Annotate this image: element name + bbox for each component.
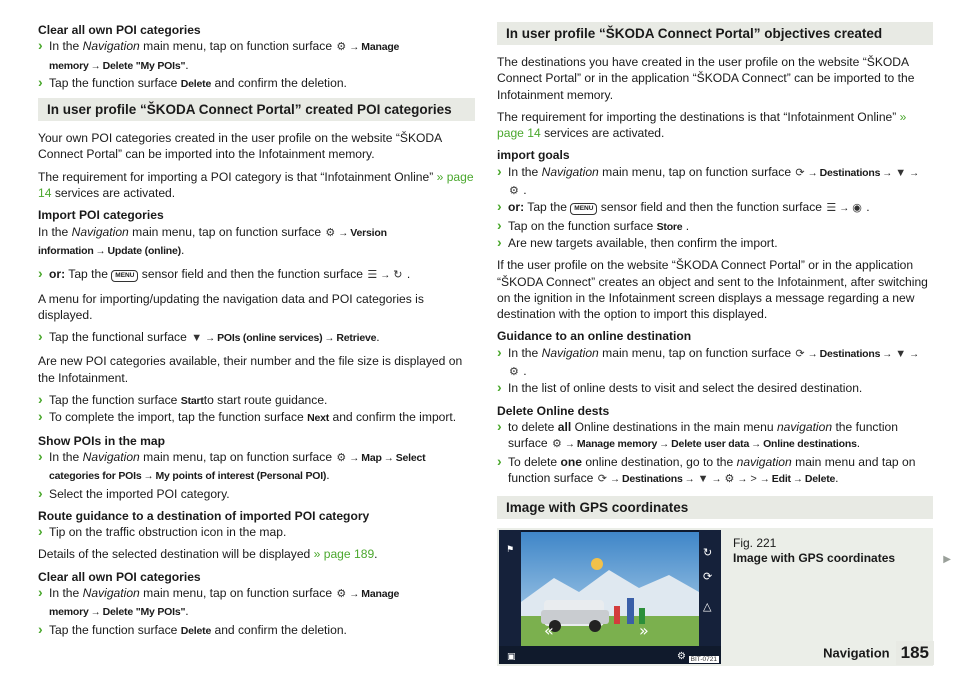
online-icon: ⚙ bbox=[724, 472, 735, 485]
clear-poi-step-2: › Tap the function surface Delete and confirm the deletion. bbox=[38, 75, 475, 92]
arrow-right-icon: → bbox=[909, 167, 920, 179]
arrow-right-icon: → bbox=[759, 473, 770, 485]
clear-poi-bottom-block bbox=[38, 569, 475, 639]
poi-intro-paragraph: Your own POI categories created in the user profile on the website “ŠKODA Connect Portal” can be imported into the Infotainment memory. bbox=[38, 131, 442, 162]
svg-text:«: « bbox=[544, 621, 554, 641]
left-column bbox=[38, 22, 475, 645]
details-paragraph: Details of the selected destination will be displayed » page 189. bbox=[38, 547, 378, 562]
page-link[interactable]: » page 189 bbox=[313, 547, 375, 562]
import-goals-step-4: › Are new targets available, then confirm the import. bbox=[497, 235, 933, 251]
arrow-right-icon: → bbox=[792, 473, 803, 485]
delete-online-block bbox=[497, 403, 933, 488]
arrow-right-icon: → bbox=[807, 167, 818, 179]
complete-step: › To complete the import, tap the function surface Next and confirm the import. bbox=[38, 409, 475, 426]
route-guidance-step: › Tip on the traffic obstruction icon in the map. bbox=[38, 524, 475, 540]
arrow-right-icon: → bbox=[909, 348, 920, 360]
arrow-right-icon: → bbox=[95, 245, 106, 257]
arrow-right-icon: → bbox=[324, 333, 335, 345]
import-poi-line: In the Navigation main menu, tap on function surface ⚙ → Version information → Update (online). bbox=[38, 224, 387, 257]
svg-text:⚙: ⚙ bbox=[677, 651, 686, 663]
page-footer bbox=[823, 641, 934, 665]
arrow-right-icon: → bbox=[90, 60, 101, 72]
online-guidance-block bbox=[497, 328, 933, 396]
clear-poi-step-2: › Tap the function surface Delete and confirm the deletion. bbox=[38, 622, 475, 639]
online-icon: ⚙ bbox=[509, 366, 519, 379]
import-goals-heading: import goals bbox=[497, 148, 570, 163]
triangle-down-icon: ▼ bbox=[697, 472, 709, 485]
update-icon: ↻ bbox=[393, 269, 403, 282]
settings-gear-icon: ⚙ bbox=[336, 41, 347, 54]
arrow-right-icon: → bbox=[338, 227, 349, 239]
new-categories-paragraph: Are new POI categories available, their number and the file size is displayed on the Infotainment. bbox=[38, 354, 463, 385]
arrow-right-icon: → bbox=[349, 452, 360, 464]
arrow-right-icon: → bbox=[839, 203, 850, 215]
page-link[interactable]: » page 14 bbox=[38, 169, 474, 201]
arrow-right-icon: → bbox=[751, 439, 762, 451]
menu-key-icon: MENU bbox=[570, 203, 597, 215]
arrow-right-icon: → bbox=[349, 589, 360, 601]
arrow-right-icon: → bbox=[882, 348, 893, 360]
route-icon: ⟳ bbox=[795, 347, 805, 360]
figure-number: Fig. 221 bbox=[733, 536, 777, 551]
import-goals-step-3: › Tap on the function surface Store . bbox=[497, 218, 933, 235]
settings-sliders-icon: ☰ bbox=[826, 202, 837, 215]
settings-sliders-icon: ☰ bbox=[367, 269, 378, 282]
arrow-right-icon: → bbox=[90, 607, 101, 619]
settings-gear-icon: ⚙ bbox=[325, 226, 336, 239]
triangle-down-icon: ▼ bbox=[895, 166, 907, 179]
route-icon: ⟳ bbox=[795, 166, 805, 179]
svg-text:⟳: ⟳ bbox=[703, 570, 713, 584]
route-icon: ⟳ bbox=[597, 472, 607, 485]
arrow-right-icon: → bbox=[684, 473, 695, 485]
menu-displayed-paragraph: A menu for importing/updating the navigation data and POI categories is displayed. bbox=[38, 291, 424, 322]
continue-triangle-icon: ▶ bbox=[943, 554, 951, 566]
settings-gear-icon: ⚙ bbox=[336, 451, 347, 464]
delete-online-step-1: › to delete all Online destinations in the main menu navigation the function surface ⚙ → Manage memory → Delete user data → Online destinations. bbox=[497, 419, 933, 454]
menu-key-icon: MENU bbox=[111, 270, 138, 282]
arrow-right-icon: → bbox=[711, 473, 722, 485]
page-link[interactable]: » page 14 bbox=[497, 109, 907, 141]
import-goals-step-2: › or: Tap the MENU sensor field and then the function surface ☰ → ◉ . bbox=[497, 199, 933, 217]
show-pois-heading: Show POIs in the map bbox=[38, 433, 166, 448]
section-band-objectives: In user profile “ŠKODA Connect Portal” objectives created bbox=[497, 22, 933, 45]
chevron-right-icon: > bbox=[750, 472, 757, 485]
import-poi-alt-step: › or: Tap the MENU sensor field and then the function surface ☰ → ↻ . bbox=[38, 266, 475, 284]
triangle-down-icon: ▼ bbox=[895, 347, 907, 360]
arrow-right-icon: → bbox=[143, 471, 154, 483]
location-pin-icon: ◉ bbox=[852, 202, 862, 215]
arrow-right-icon: → bbox=[205, 333, 216, 345]
arrow-right-icon: → bbox=[882, 167, 893, 179]
figure-title: Image with GPS coordinates bbox=[733, 551, 896, 566]
online-guidance-step-1: › In the Navigation main menu, tap on function surface ⟳ → Destinations → ▼ → ⚙ . bbox=[497, 345, 933, 381]
online-guidance-step-2: › In the list of online dests to visit and select the desired destination. bbox=[497, 380, 933, 396]
svg-text:↻: ↻ bbox=[703, 546, 713, 560]
clear-poi-step-1: › In the Navigation main menu, tap on function surface ⚙ → Manage memory → Delete "My POIs". bbox=[38, 585, 475, 622]
show-pois-block bbox=[38, 433, 475, 502]
arrow-right-icon: → bbox=[380, 270, 391, 282]
clear-poi-step-1: › In the Navigation main menu, tap on function surface ⚙ → Manage memory → Delete "My POIs". bbox=[38, 38, 475, 75]
poi-requirement-paragraph: The requirement for importing a POI category is that “Infotainment Online” » page 14 services are activated. bbox=[38, 169, 474, 201]
figure-caption bbox=[733, 536, 895, 566]
triangle-down-icon: ▼ bbox=[191, 332, 203, 345]
clear-poi-top-block bbox=[38, 22, 475, 92]
svg-text:△: △ bbox=[703, 600, 712, 614]
start-step: › Tap the function surface Startto start route guidance. bbox=[38, 392, 475, 409]
svg-text:▣: ▣ bbox=[507, 652, 516, 663]
show-pois-step-2: › Select the imported POI category. bbox=[38, 486, 475, 502]
settings-gear-icon: ⚙ bbox=[552, 438, 562, 451]
right-column bbox=[497, 22, 951, 666]
retrieve-step: › Tap the functional surface ▼ → POIs (online services) → Retrieve. bbox=[38, 329, 475, 347]
infotainment-photo-illustration bbox=[499, 530, 721, 664]
section-band-poi-categories: In user profile “ŠKODA Connect Portal” created POI categories bbox=[38, 98, 475, 121]
import-poi-block bbox=[38, 207, 475, 260]
destinations-intro-paragraph: The destinations you have created in the user profile on the website “ŠKODA Connect Portal” or in the application “ŠKODA Connect” can be imported to the Infotainment memory. bbox=[497, 55, 915, 102]
import-goals-step-1: › In the Navigation main menu, tap on function surface ⟳ → Destinations → ▼ → ⚙ . bbox=[497, 164, 933, 200]
route-guidance-heading: Route guidance to a destination of imported POI category bbox=[38, 508, 370, 523]
clear-poi-heading: Clear all own POI categories bbox=[38, 23, 201, 37]
arrow-right-icon: → bbox=[609, 473, 620, 485]
settings-gear-icon: ⚙ bbox=[336, 588, 347, 601]
import-icon: ⚙ bbox=[509, 185, 519, 198]
page-number: 185 bbox=[896, 641, 934, 665]
online-guidance-heading: Guidance to an online destination bbox=[497, 329, 692, 344]
arrow-right-icon: → bbox=[383, 452, 394, 464]
delete-online-heading: Delete Online dests bbox=[497, 403, 610, 418]
destinations-requirement-paragraph: The requirement for importing the destinations is that “Infotainment Online” » page 14 services are activated. bbox=[497, 109, 907, 141]
new-destination-paragraph: If the user profile on the website “ŠKODA Connect Portal” or in the application “ŠKODA Connect” creates an object and sent to the Infotainment, after switching on the ignition in the Infotainment screen displays a message regarding a new destination with the option to import this displayed. bbox=[497, 258, 928, 322]
clear-poi-heading: Clear all own POI categories bbox=[38, 569, 201, 584]
delete-online-step-2: › To delete one online destination, go to the navigation main menu and tap on function surface ⟳ → Destinations → ▼ → ⚙ → > → Edit → Delete. bbox=[497, 454, 933, 489]
import-poi-heading: Import POI categories bbox=[38, 208, 164, 223]
show-pois-step-1: › In the Navigation main menu, tap on function surface ⚙ → Map → Select categories for POIs → My points of interest (Personal POI). bbox=[38, 449, 475, 486]
arrow-right-icon: → bbox=[807, 348, 818, 360]
section-band-gps-image: Image with GPS coordinates bbox=[497, 496, 933, 519]
arrow-right-icon: → bbox=[659, 439, 670, 451]
gps-photo-screenshot bbox=[499, 530, 721, 664]
footer-section-name: Navigation bbox=[823, 645, 890, 661]
svg-text:»: » bbox=[639, 621, 649, 641]
arrow-right-icon: → bbox=[349, 42, 360, 54]
figure-code: BIT-0721 bbox=[690, 656, 717, 664]
arrow-right-icon: → bbox=[737, 473, 748, 485]
route-guidance-block bbox=[38, 508, 475, 541]
arrow-right-icon: → bbox=[564, 439, 575, 451]
import-finish-steps bbox=[38, 392, 475, 427]
svg-text:⚑: ⚑ bbox=[506, 545, 515, 556]
import-goals-block bbox=[497, 147, 933, 251]
